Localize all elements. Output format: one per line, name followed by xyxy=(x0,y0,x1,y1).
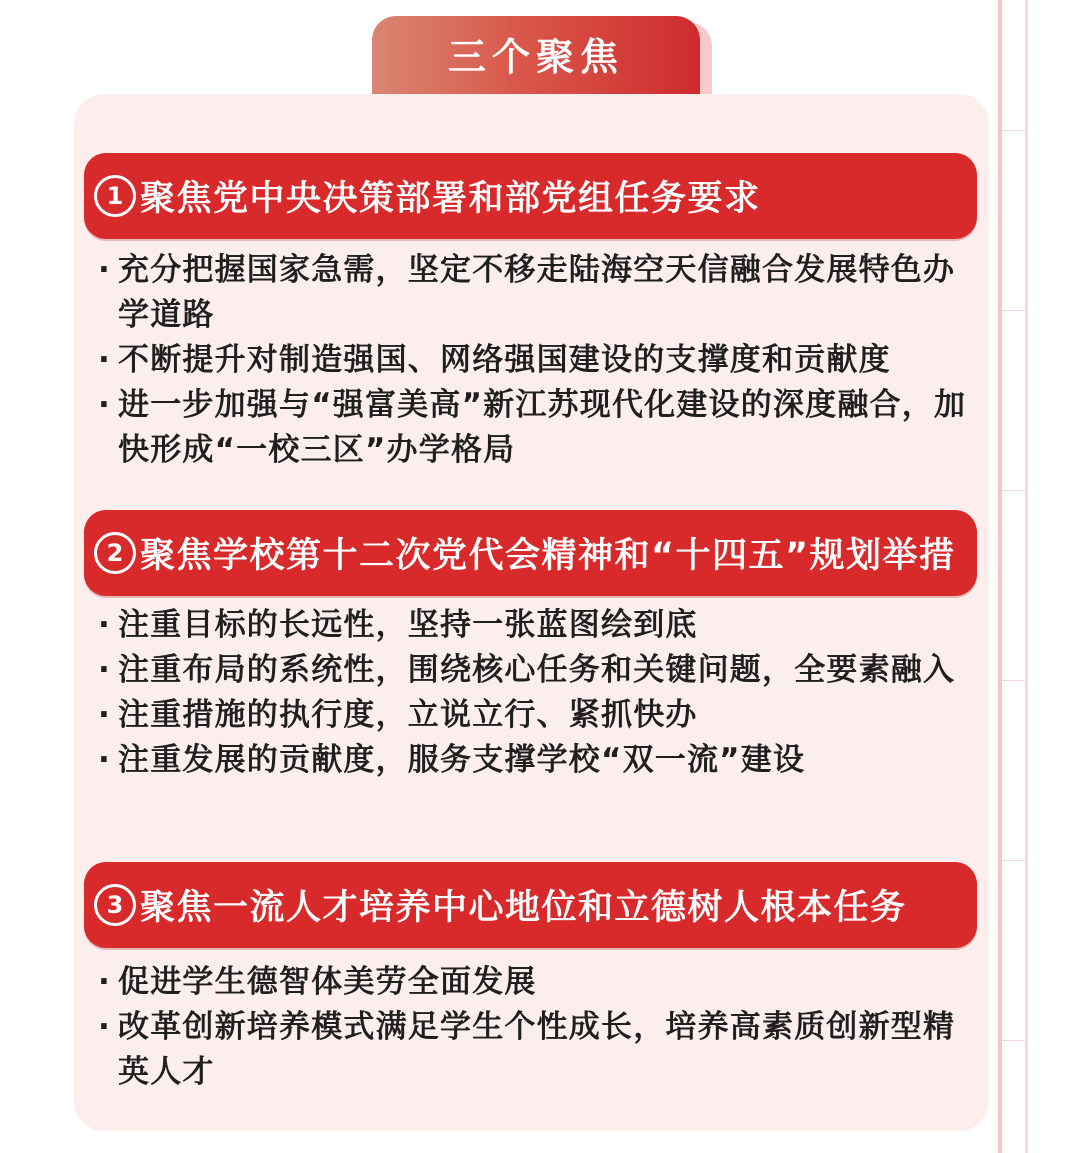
list-item: · 注重措施的执行度，立说立行、紧抓快办 xyxy=(98,697,698,733)
list-item: · 注重布局的系统性，围绕核心任务和关键问题，全要素融入 xyxy=(98,652,956,688)
section-3-heading: 聚焦一流人才培养中心地位和立德树人根本任务 xyxy=(140,888,907,928)
list-item: · 不断提升对制造强国、网络强国建设的支撑度和贡献度 xyxy=(98,342,891,378)
section-1-header xyxy=(84,153,977,239)
decorative-stripe-left xyxy=(998,0,1002,1153)
decorative-tick xyxy=(1002,490,1025,491)
page-title: 三个聚焦 xyxy=(447,34,624,79)
circled-number-1: 1 xyxy=(94,175,136,217)
list-item: · 充分把握国家急需，坚定不移走陆海空天信融合发展特色办学道路 xyxy=(98,252,956,333)
decorative-tick xyxy=(1002,130,1025,131)
section-2-header xyxy=(84,510,977,596)
section-1-heading: 聚焦党中央决策部署和部党组任务要求 xyxy=(140,179,761,219)
decorative-tick xyxy=(1002,1040,1025,1041)
list-item: · 注重目标的长远性，坚持一张蓝图绘到底 xyxy=(98,607,698,643)
section-2-heading: 聚焦学校第十二次党代会精神和“十四五”规划举措 xyxy=(140,536,956,576)
section-3-header xyxy=(84,862,977,948)
list-item: · 注重发展的贡献度，服务支撑学校“双一流”建设 xyxy=(98,742,806,778)
decorative-tick xyxy=(1002,310,1025,311)
title-tab xyxy=(372,16,700,96)
list-item: · 进一步加强与“强富美高”新江苏现代化建设的深度融合，加快形成“一校三区”办学格局 xyxy=(98,387,967,468)
list-item: · 促进学生德智体美劳全面发展 xyxy=(98,964,537,1000)
section-2-list xyxy=(96,603,976,783)
list-item: · 改革创新培养模式满足学生个性成长，培养高素质创新型精英人才 xyxy=(98,1009,956,1090)
decorative-tick xyxy=(1002,680,1025,681)
decorative-tick xyxy=(1002,860,1025,861)
circled-number-3: 3 xyxy=(94,884,136,926)
section-1-list xyxy=(96,248,976,473)
section-3-list xyxy=(96,960,976,1095)
decorative-stripe-right xyxy=(1025,0,1028,1153)
circled-number-2: 2 xyxy=(94,532,136,574)
